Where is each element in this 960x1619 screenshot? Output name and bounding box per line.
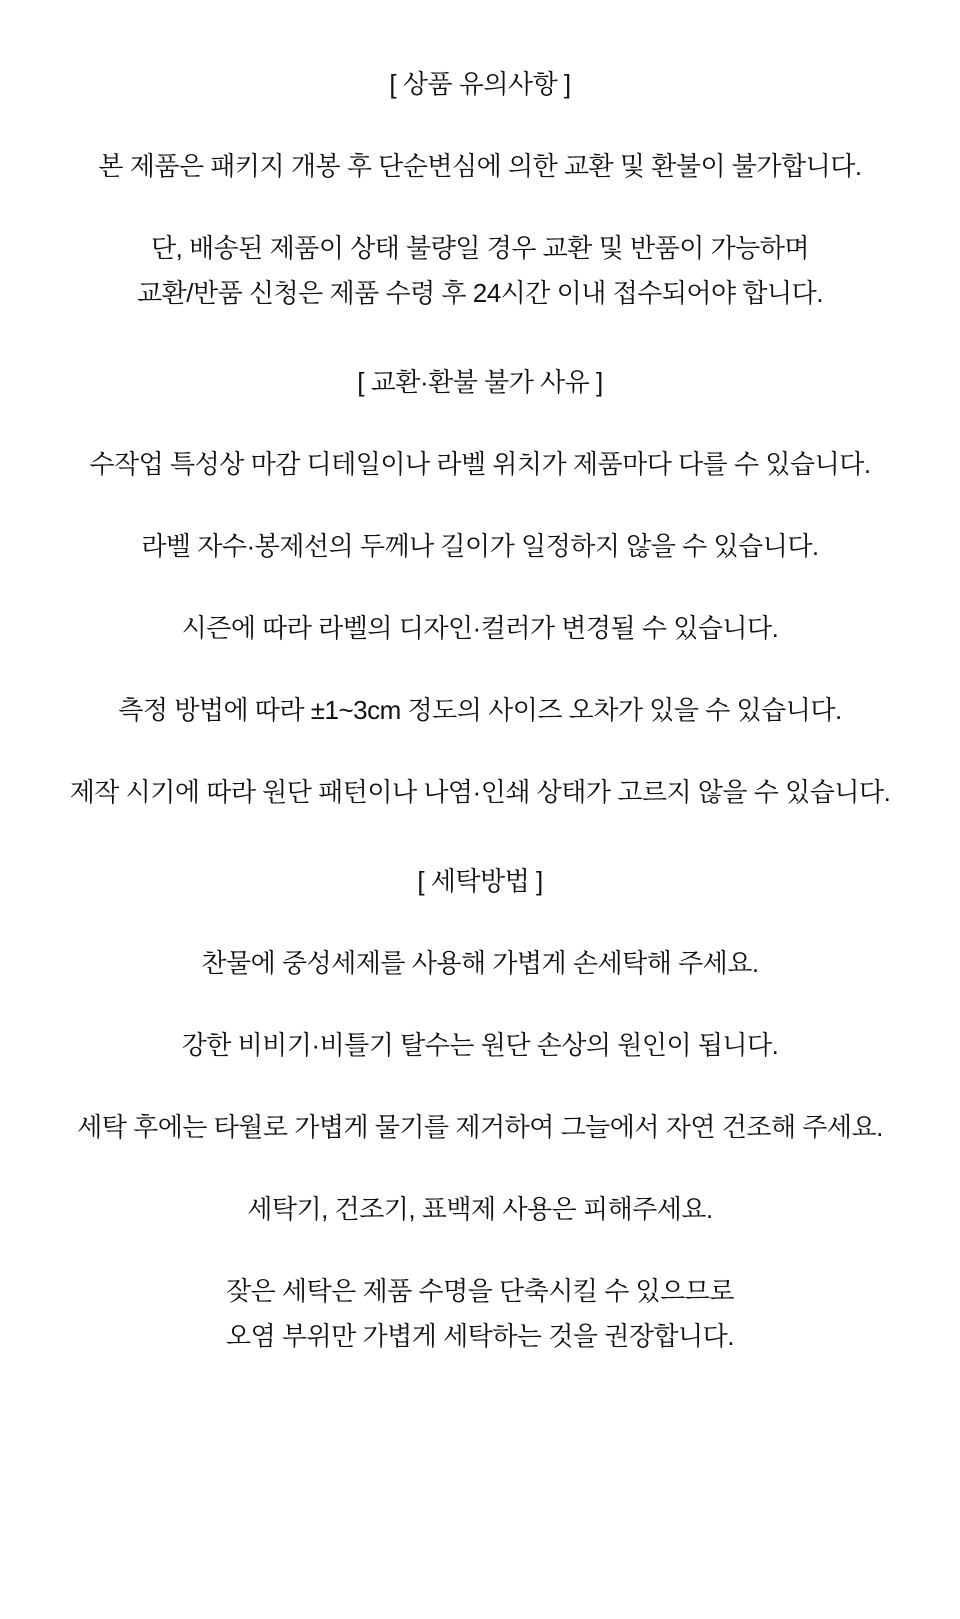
notice-paragraph	[18, 941, 942, 986]
notice-paragraph	[18, 1269, 942, 1359]
notice-line: 측정 방법에 따라 ±1~3cm 정도의 사이즈 오차가 있을 수 있습니다.	[118, 695, 842, 725]
notice-line: 세탁기, 건조기, 표백제 사용은 피해주세요.	[247, 1194, 713, 1224]
notice-paragraph	[18, 144, 942, 189]
notice-line: 시즌에 따라 라벨의 디자인·컬러가 변경될 수 있습니다.	[181, 613, 779, 643]
notice-line: 수작업 특성상 마감 디테일이나 라벨 위치가 제품마다 다를 수 있습니다.	[89, 449, 871, 479]
section-no-exchange-refund-reasons	[18, 360, 942, 815]
notice-paragraph	[18, 1105, 942, 1150]
section-title-no-exchange-refund: [ 교환·환불 불가 사유 ]	[357, 367, 603, 397]
section-title-washing-method: [ 세탁방법 ]	[417, 866, 543, 896]
notice-line: 찬물에 중성세제를 사용해 가볍게 손세탁해 주세요.	[201, 948, 759, 978]
notice-paragraph	[18, 1187, 942, 1232]
notice-line: 오염 부위만 가볍게 세탁하는 것을 권장합니다.	[225, 1321, 735, 1351]
section-product-caution	[18, 62, 942, 316]
section-title-product-caution: [ 상품 유의사항 ]	[389, 69, 571, 99]
notice-line: 제작 시기에 따라 원단 패턴이나 나염·인쇄 상태가 고르지 않을 수 있습니다.	[69, 777, 891, 807]
notice-line: 단, 배송된 제품이 상태 불량일 경우 교환 및 반품이 가능하며	[150, 233, 810, 263]
notice-paragraph	[18, 226, 942, 316]
notice-paragraph	[18, 442, 942, 487]
notice-paragraph	[18, 1023, 942, 1068]
notice-line: 본 제품은 패키지 개봉 후 단순변심에 의한 교환 및 환불이 불가합니다.	[98, 151, 862, 181]
notice-paragraph	[18, 770, 942, 815]
notice-line: 교환/반품 신청은 제품 수령 후 24시간 이내 접수되어야 합니다.	[137, 278, 823, 308]
notice-line: 라벨 자수·봉제선의 두께나 길이가 일정하지 않을 수 있습니다.	[141, 531, 819, 561]
notice-line: 세탁 후에는 타월로 가볍게 물기를 제거하여 그늘에서 자연 건조해 주세요.	[77, 1112, 883, 1142]
notice-paragraph	[18, 688, 942, 733]
notice-paragraph	[18, 524, 942, 569]
notice-line: 잦은 세탁은 제품 수명을 단축시킬 수 있으므로	[225, 1276, 735, 1306]
notice-line: 강한 비비기·비틀기 탈수는 원단 손상의 원인이 됩니다.	[181, 1030, 779, 1060]
section-washing-method	[18, 859, 942, 1359]
notice-paragraph	[18, 606, 942, 651]
